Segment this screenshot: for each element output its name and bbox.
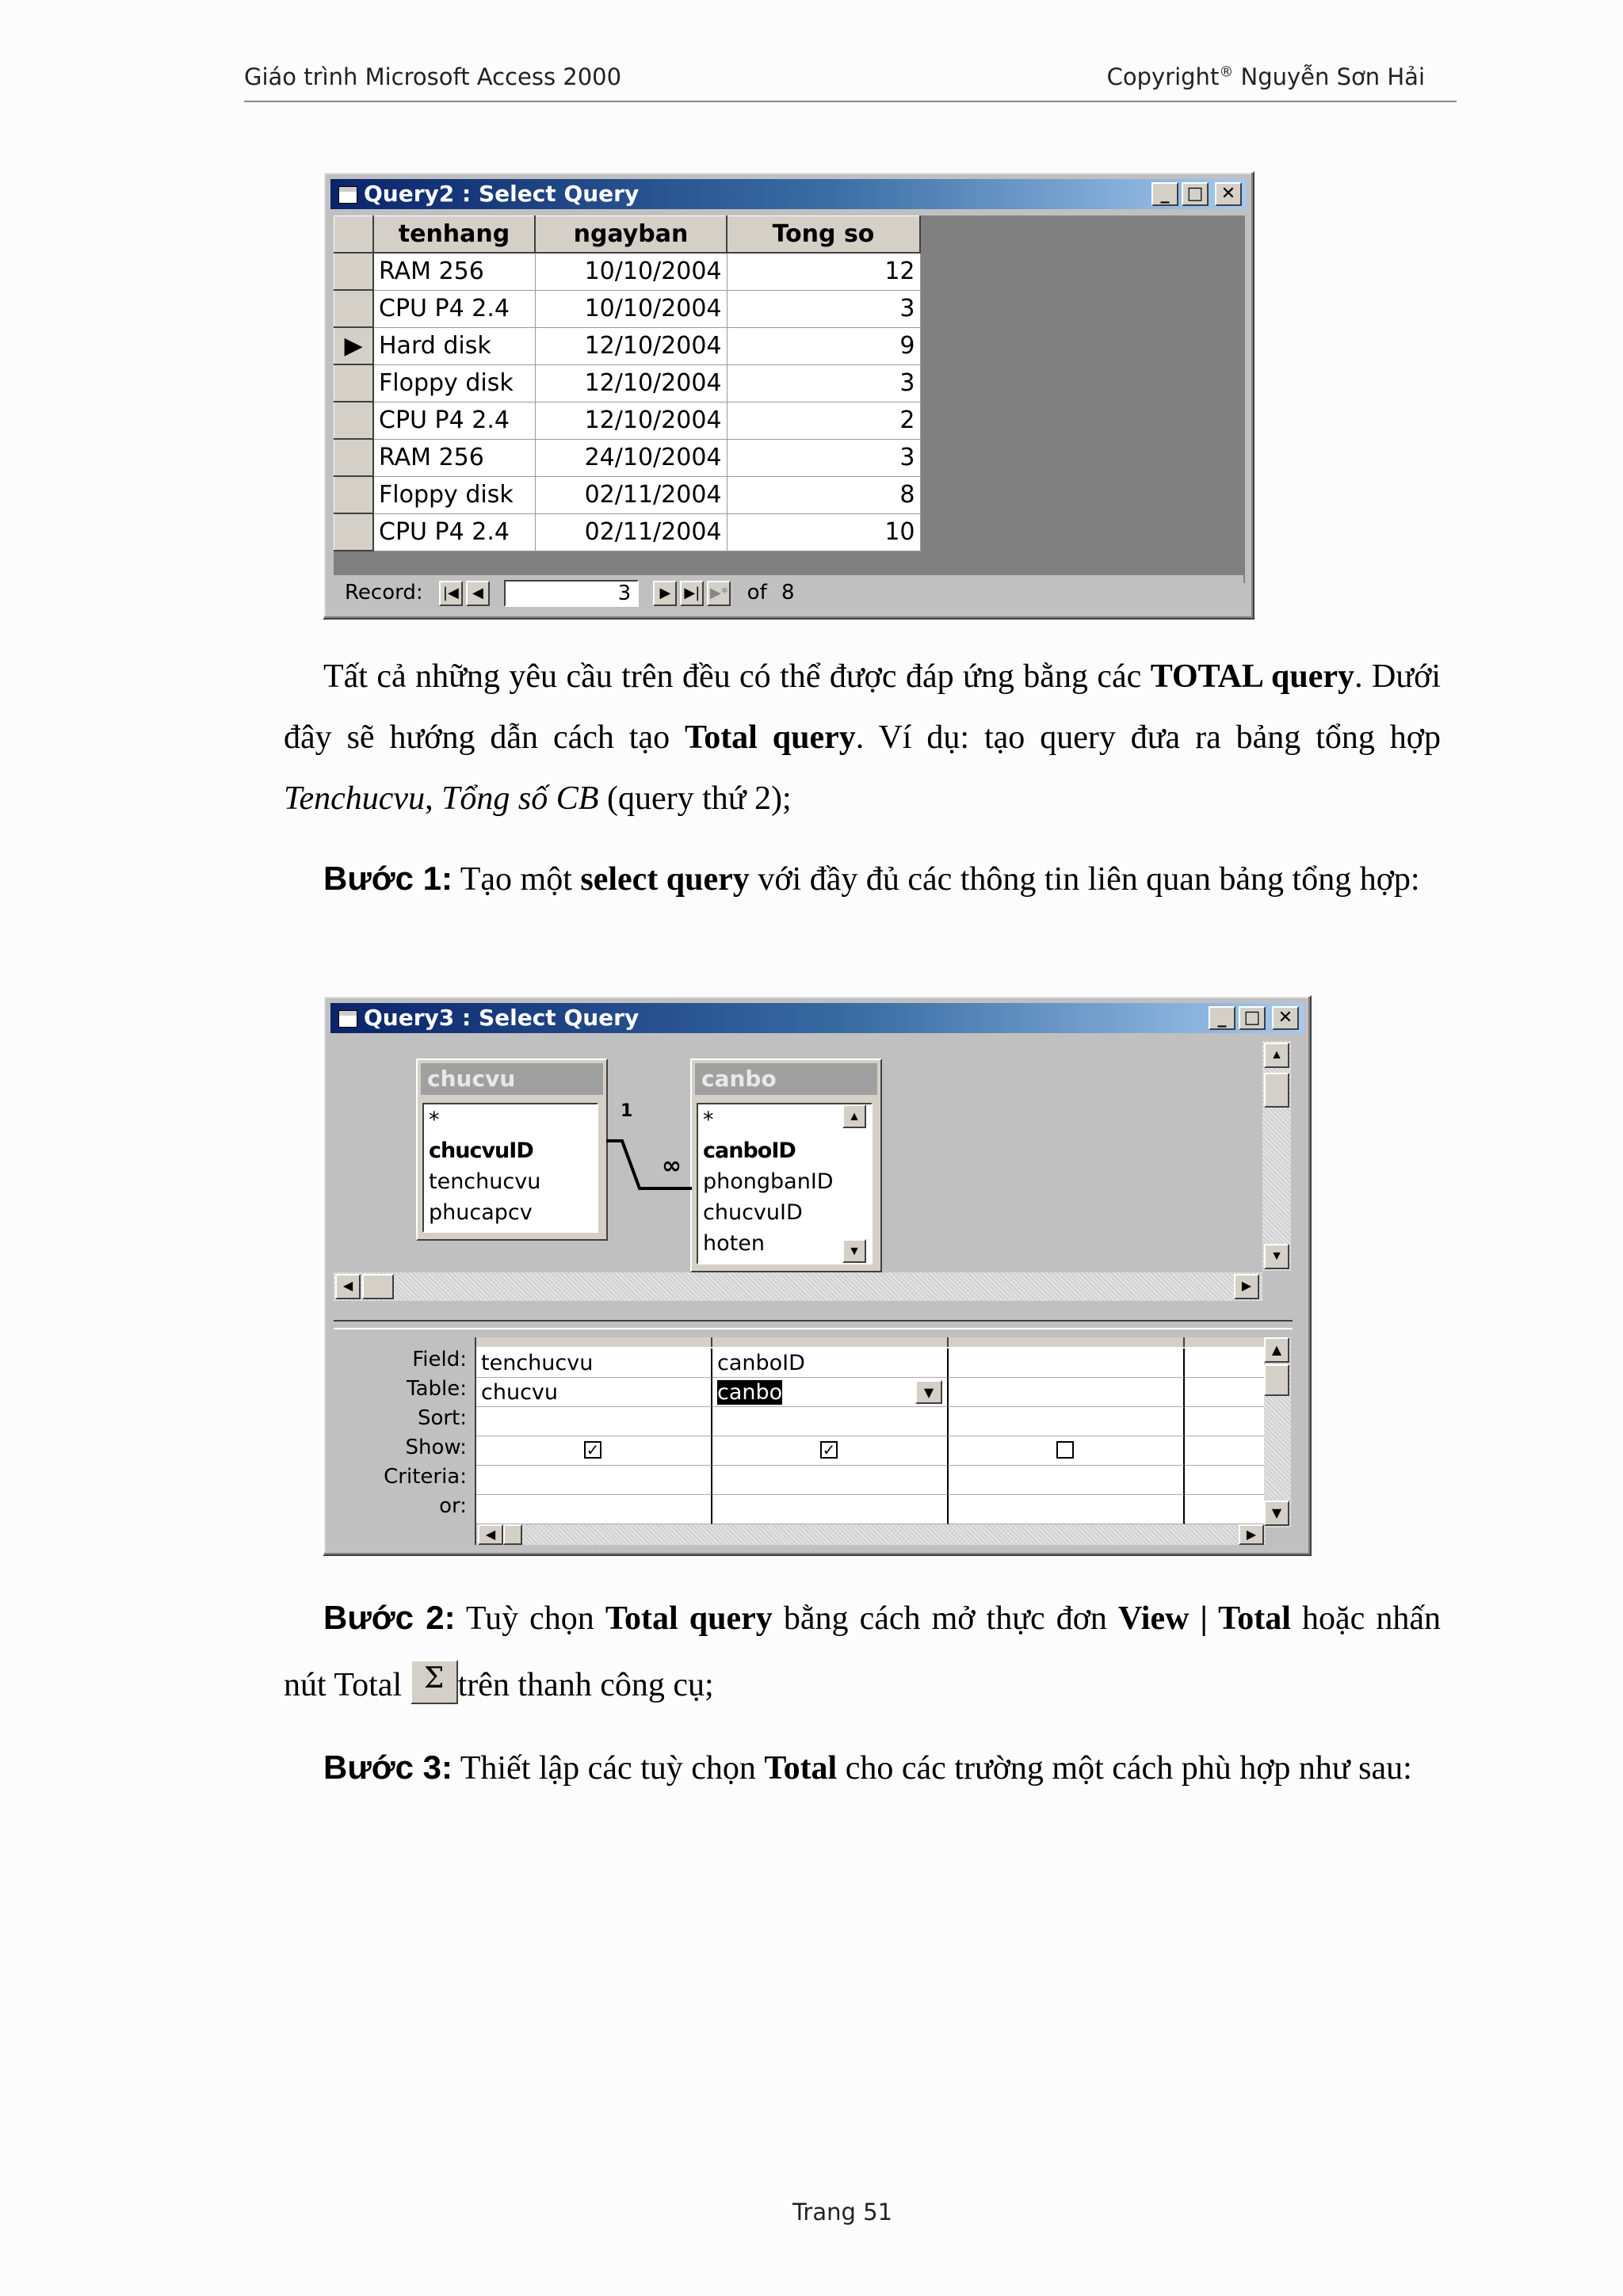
table-chucvu[interactable]	[416, 1058, 608, 1241]
table-cell-selected-text: canbo	[717, 1380, 783, 1405]
or-cell[interactable]	[949, 1495, 1185, 1524]
table-row[interactable]	[334, 290, 921, 327]
row-selector[interactable]	[334, 513, 374, 551]
field-item[interactable]: phucapcv	[429, 1200, 533, 1225]
paragraph-step3: Bước 3: Thiết lập các tuỳ chọn Total cho các trường một cách phù hợp như sau:	[323, 1749, 1412, 1787]
column-header-ngayban[interactable]: ngayban	[535, 216, 727, 254]
table-pane[interactable]	[334, 1041, 1283, 1307]
table-row[interactable]	[334, 364, 921, 402]
column-header-tongso[interactable]: Tong so	[727, 216, 920, 254]
table-chucvu-title[interactable]: chucvu	[421, 1063, 603, 1095]
cell[interactable]: 10	[727, 513, 920, 551]
row-selector[interactable]	[334, 402, 374, 439]
query-icon	[338, 186, 357, 204]
cell[interactable]: 3	[727, 364, 920, 402]
scroll-thumb[interactable]	[1264, 1073, 1289, 1108]
table-row[interactable]	[334, 253, 921, 290]
grid-labels	[334, 1345, 467, 1535]
table-dropdown-button[interactable]: ▼	[915, 1380, 942, 1404]
minimize-button[interactable]: _	[1209, 1006, 1235, 1030]
cell[interactable]: 02/11/2004	[535, 476, 727, 513]
query-icon	[338, 1010, 357, 1028]
header-rule	[244, 101, 1457, 102]
join-many-label: ∞	[662, 1152, 682, 1180]
cell[interactable]: CPU P4 2.4	[373, 513, 535, 551]
next-record-button[interactable]: ▶	[653, 581, 677, 606]
sort-cell[interactable]	[949, 1407, 1185, 1436]
field-item[interactable]: hoten	[703, 1231, 765, 1256]
table-canbo-title[interactable]: canbo	[695, 1063, 877, 1095]
table-row[interactable]	[334, 402, 921, 439]
grid-label-table: Table:	[407, 1377, 467, 1401]
grid-label-field: Field:	[412, 1348, 467, 1371]
cell[interactable]: 3	[727, 290, 920, 327]
cell[interactable]: 12/10/2004	[535, 327, 727, 364]
record-navigator	[334, 575, 1243, 610]
scroll-thumb[interactable]	[362, 1274, 394, 1299]
cell[interactable]: 10/10/2004	[535, 253, 727, 290]
table-cell[interactable]	[949, 1378, 1185, 1407]
cell[interactable]: RAM 256	[373, 253, 535, 290]
show-cell[interactable]	[1185, 1436, 1266, 1466]
criteria-cell[interactable]	[476, 1466, 712, 1495]
cell[interactable]: Floppy disk	[373, 476, 535, 513]
field-item[interactable]: *	[703, 1108, 714, 1132]
cell[interactable]: RAM 256	[373, 439, 535, 476]
minimize-button[interactable]: _	[1151, 182, 1178, 206]
table-chucvu-fields[interactable]	[422, 1103, 598, 1233]
cell[interactable]: CPU P4 2.4	[373, 402, 535, 439]
grid-label-sort: Sort:	[417, 1406, 467, 1430]
scroll-right-button[interactable]: ▶	[1234, 1274, 1259, 1299]
step1-label: Bước 1:	[323, 860, 453, 897]
paragraph-step2: Bước 2: Tuỳ chọn Total query bằng cách mở thực đơn View | Total hoặc nhấn nút Total Σ trên thanh công cụ;	[284, 1599, 1441, 1703]
grid-label-or: or:	[439, 1494, 467, 1518]
table-cell[interactable]: chucvu	[476, 1378, 712, 1407]
field-item[interactable]: tenchucvu	[429, 1169, 541, 1194]
record-total: 8	[781, 581, 795, 605]
row-selector[interactable]	[334, 439, 374, 476]
scroll-up-button[interactable]: ▲	[1264, 1043, 1289, 1068]
scroll-right-button[interactable]: ▶	[1239, 1524, 1264, 1545]
last-record-button[interactable]: ▶|	[680, 581, 704, 606]
grid-body	[475, 1337, 1266, 1545]
scroll-down-button[interactable]: ▼	[842, 1239, 866, 1263]
design-grid	[334, 1337, 1300, 1545]
scroll-thumb[interactable]	[503, 1524, 522, 1545]
field-item[interactable]: chucvuID	[703, 1200, 803, 1225]
grid-label-show: Show:	[405, 1436, 467, 1459]
datasheet	[334, 215, 1245, 583]
scroll-up-button[interactable]: ▲	[842, 1104, 866, 1128]
paragraph-intro: Tất cả những yêu cầu trên đều có thể được đáp ứng bằng các TOTAL query. Dưới đây sẽ hướng dẫn cách tạo Total query. Ví dụ: tạo query đưa ra bảng tổng hợp Tenchucvu, Tổng số CB (query thứ 2);	[284, 658, 1441, 817]
record-of-label: of	[747, 581, 767, 605]
field-cell[interactable]	[1185, 1348, 1266, 1378]
column-selector[interactable]	[476, 1337, 712, 1347]
header-copyright: Copyright® Nguyễn Sơn Hải	[1106, 63, 1425, 90]
criteria-cell[interactable]	[949, 1466, 1185, 1495]
field-item[interactable]: phongbanID	[703, 1169, 834, 1194]
paragraph-step1: Bước 1: Tạo một select query với đầy đủ các thông tin liên quan bảng tổng hợp:	[323, 860, 1420, 898]
column-header-tenhang[interactable]: tenhang	[373, 216, 535, 254]
current-row-marker-icon[interactable]: ▶	[334, 327, 374, 364]
row-selector[interactable]	[334, 364, 374, 402]
cell[interactable]: 3	[727, 439, 920, 476]
cell[interactable]: Floppy disk	[373, 364, 535, 402]
record-label: Record:	[345, 581, 423, 605]
first-record-button[interactable]: |◀	[439, 581, 463, 606]
pane-splitter[interactable]	[334, 1320, 1293, 1329]
table-cell[interactable]	[712, 1378, 949, 1407]
new-record-button[interactable]: ▶*	[707, 581, 731, 606]
query2-titlebar[interactable]	[330, 179, 1247, 209]
row-selector[interactable]	[334, 290, 374, 327]
row-selector[interactable]	[334, 253, 374, 290]
join-one-label: 1	[621, 1101, 633, 1121]
cell[interactable]: CPU P4 2.4	[373, 290, 535, 327]
window-title: Query2 : Select Query	[364, 181, 640, 207]
or-cell[interactable]	[476, 1495, 712, 1524]
column-selector[interactable]	[1185, 1337, 1266, 1347]
cell[interactable]: 12	[727, 253, 920, 290]
row-selector[interactable]	[334, 476, 374, 513]
cell[interactable]: 2	[727, 402, 920, 439]
horizontal-scrollbar[interactable]	[334, 1272, 1262, 1301]
select-all-cell[interactable]	[334, 216, 374, 254]
table-row[interactable]	[334, 327, 921, 364]
close-button[interactable]: ✕	[1272, 1006, 1299, 1030]
field-item[interactable]: chucvuID	[429, 1138, 533, 1163]
cell[interactable]: 9	[727, 327, 920, 364]
table-canbo[interactable]	[690, 1058, 882, 1272]
or-cell[interactable]	[1185, 1495, 1266, 1524]
datasheet-table	[334, 215, 921, 551]
scroll-left-button[interactable]: ◀	[478, 1524, 503, 1545]
column-selector[interactable]	[712, 1337, 949, 1347]
or-cell[interactable]	[712, 1495, 949, 1524]
join-line	[603, 1128, 698, 1207]
scroll-down-button[interactable]: ▼	[1264, 1244, 1289, 1269]
sort-cell[interactable]	[476, 1407, 712, 1436]
criteria-cell[interactable]	[712, 1466, 949, 1495]
table-row[interactable]	[334, 476, 921, 513]
total-sigma-button[interactable]: Σ	[411, 1660, 458, 1704]
field-item[interactable]: canboID	[703, 1138, 796, 1163]
close-button[interactable]: ✕	[1215, 182, 1242, 206]
cell[interactable]: 24/10/2004	[535, 439, 727, 476]
scroll-thumb[interactable]	[1264, 1364, 1289, 1396]
window-title: Query3 : Select Query	[364, 1005, 640, 1031]
prev-record-button[interactable]: ◀	[466, 581, 490, 606]
field-cell[interactable]: canboID	[712, 1348, 949, 1378]
criteria-cell[interactable]	[1185, 1466, 1266, 1495]
header-title: Giáo trình Microsoft Access 2000	[244, 63, 622, 90]
maximize-button[interactable]: □	[1239, 1006, 1266, 1030]
cell[interactable]: Hard disk	[373, 327, 535, 364]
cell[interactable]: 12/10/2004	[535, 364, 727, 402]
cell[interactable]: 12/10/2004	[535, 402, 727, 439]
cell[interactable]: 8	[727, 476, 920, 513]
table-cell[interactable]	[1185, 1378, 1266, 1407]
table-row[interactable]	[334, 513, 921, 551]
record-number-field[interactable]: 3	[504, 580, 639, 607]
query2-window[interactable]	[323, 171, 1254, 620]
maximize-button[interactable]: □	[1182, 182, 1209, 206]
cell[interactable]: 02/11/2004	[535, 513, 727, 551]
show-checkbox[interactable]	[1056, 1441, 1074, 1459]
field-cell[interactable]	[949, 1348, 1185, 1378]
page-number: Trang 51	[792, 2199, 893, 2225]
sort-cell[interactable]	[1185, 1407, 1266, 1436]
cell[interactable]: 10/10/2004	[535, 290, 727, 327]
step2-label: Bước 2:	[323, 1599, 456, 1636]
sort-cell[interactable]	[712, 1407, 949, 1436]
query3-window[interactable]	[323, 995, 1312, 1556]
show-checkbox[interactable]: ✓	[820, 1441, 838, 1459]
show-checkbox[interactable]: ✓	[584, 1441, 601, 1459]
column-selector[interactable]	[949, 1337, 1185, 1347]
field-item[interactable]: *	[429, 1108, 440, 1132]
query3-titlebar[interactable]	[330, 1003, 1304, 1033]
step3-label: Bước 3:	[323, 1749, 453, 1786]
scroll-down-button[interactable]: ▼	[1264, 1501, 1289, 1526]
scroll-left-button[interactable]: ◀	[335, 1274, 361, 1299]
table-row[interactable]	[334, 439, 921, 476]
grid-label-criteria: Criteria:	[384, 1465, 467, 1489]
grid-horizontal-scrollbar[interactable]	[476, 1524, 1266, 1545]
scroll-up-button[interactable]: ▲	[1264, 1337, 1289, 1363]
field-cell[interactable]: tenchucvu	[476, 1348, 712, 1378]
